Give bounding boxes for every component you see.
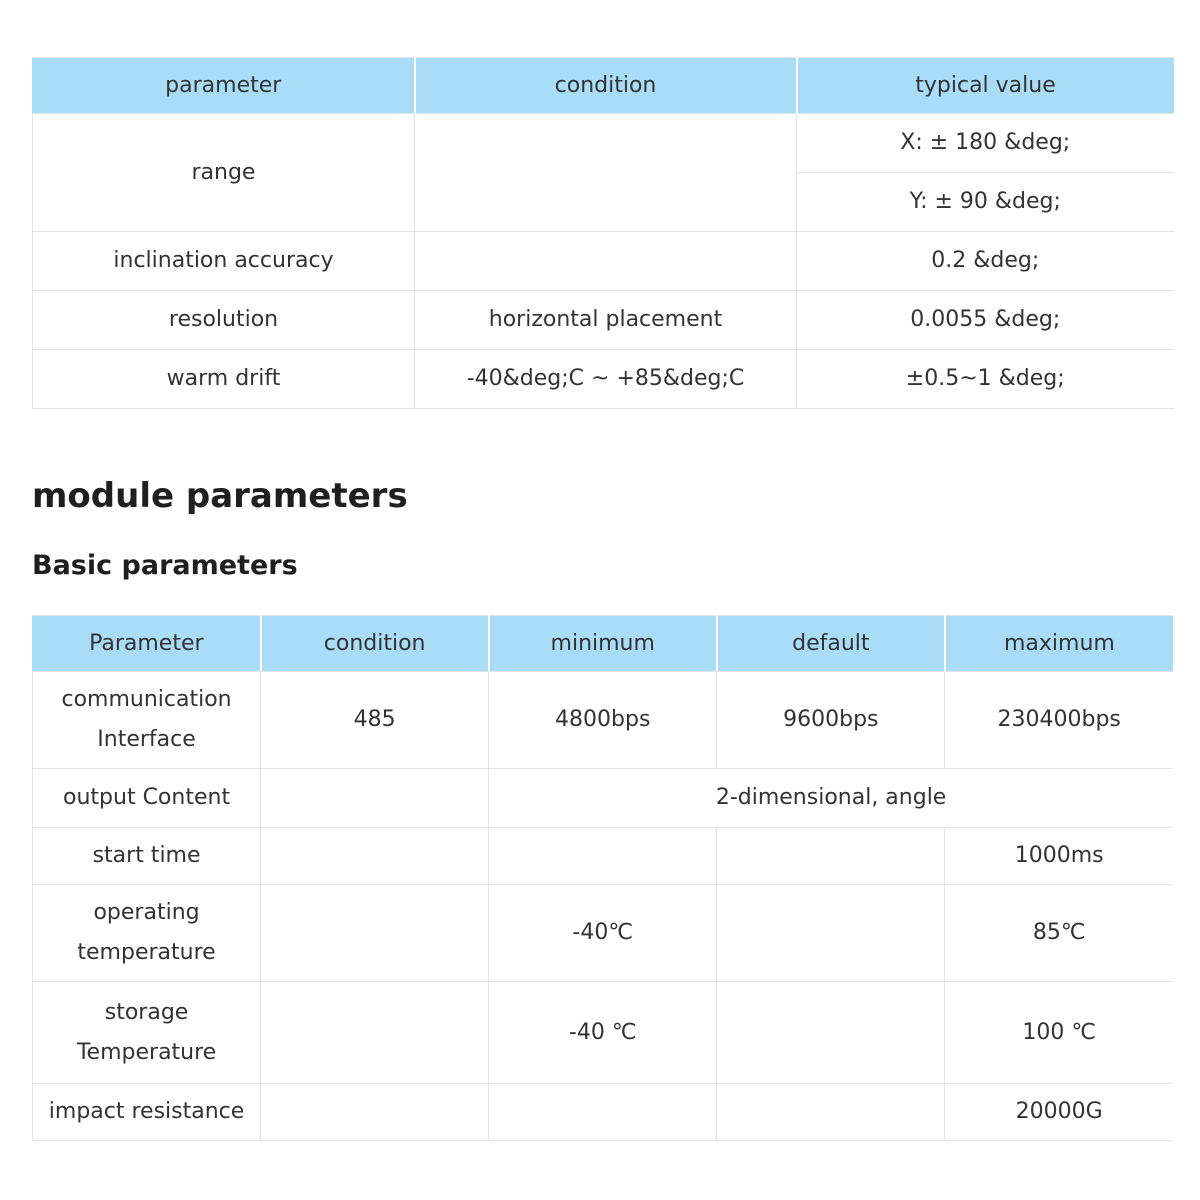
communication-label-line2: Interface <box>97 727 196 752</box>
start-time-label: start time <box>33 828 261 885</box>
inclination-accuracy-condition <box>415 232 797 291</box>
communication-condition: 485 <box>261 672 489 769</box>
range-x-value: X: ± 180 &deg; <box>797 114 1174 173</box>
table-row <box>33 350 1174 409</box>
operating-default <box>717 885 945 982</box>
header-condition: condition <box>415 58 797 114</box>
communication-default: 9600bps <box>717 672 945 769</box>
header-parameter: parameter <box>33 58 415 114</box>
output-content-label: output Content <box>33 769 261 828</box>
start-time-default <box>717 828 945 885</box>
impact-resistance-label: impact resistance <box>33 1084 261 1141</box>
warm-drift-value: ±0.5~1 &deg; <box>797 350 1174 409</box>
range-condition <box>415 114 797 232</box>
operating-minimum: -40℃ <box>489 885 717 982</box>
start-time-condition <box>261 828 489 885</box>
resolution-condition: horizontal placement <box>415 291 797 350</box>
table-header-row <box>33 58 1174 114</box>
impact-minimum <box>489 1084 717 1141</box>
table-row <box>33 828 1174 885</box>
storage-maximum: 100 ℃ <box>945 982 1173 1084</box>
output-content-condition <box>261 769 489 828</box>
table-row <box>33 769 1174 828</box>
header-condition: condition <box>261 616 489 672</box>
communication-interface-label <box>33 672 261 769</box>
operating-maximum: 85℃ <box>945 885 1173 982</box>
storage-label-line1: storage <box>104 999 189 1025</box>
header-maximum: maximum <box>945 616 1173 672</box>
module-basic-parameters-table <box>32 615 1173 1141</box>
table-row <box>33 982 1174 1084</box>
storage-default <box>717 982 945 1084</box>
operating-temperature-label <box>33 885 261 982</box>
table-row <box>33 1084 1174 1141</box>
table-row <box>33 291 1174 350</box>
range-label: range <box>33 114 415 232</box>
basic-parameters-heading: Basic parameters <box>32 550 298 581</box>
start-time-minimum <box>489 828 717 885</box>
communication-label-line1: communication <box>61 687 232 712</box>
table-row <box>33 232 1174 291</box>
storage-condition <box>261 982 489 1084</box>
header-parameter: Parameter <box>33 616 261 672</box>
warm-drift-condition: -40&deg;C ~ +85&deg;C <box>415 350 797 409</box>
output-content-value: 2-dimensional, angle <box>489 769 1173 828</box>
operating-label-line1: operating <box>93 900 200 925</box>
table-row <box>33 672 1174 769</box>
inclination-accuracy-label: inclination accuracy <box>33 232 415 291</box>
start-time-maximum: 1000ms <box>945 828 1173 885</box>
range-y-value: Y: ± 90 &deg; <box>797 173 1174 232</box>
header-minimum: minimum <box>489 616 717 672</box>
sensor-specs-table <box>32 57 1174 409</box>
impact-condition <box>261 1084 489 1141</box>
resolution-label: resolution <box>33 291 415 350</box>
warm-drift-label: warm drift <box>33 350 415 409</box>
communication-minimum: 4800bps <box>489 672 717 769</box>
table-row <box>33 114 1174 173</box>
storage-temperature-label <box>33 982 261 1084</box>
operating-label-line2: temperature <box>77 940 216 965</box>
table-header-row <box>33 616 1174 672</box>
header-typical-value: typical value <box>797 58 1174 114</box>
operating-condition <box>261 885 489 982</box>
module-parameters-heading: module parameters <box>32 476 408 516</box>
inclination-accuracy-value: 0.2 &deg; <box>797 232 1174 291</box>
impact-maximum: 20000G <box>945 1084 1173 1141</box>
storage-minimum: -40 ℃ <box>489 982 717 1084</box>
resolution-value: 0.0055 &deg; <box>797 291 1174 350</box>
impact-default <box>717 1084 945 1141</box>
storage-label-line2: Temperature <box>76 1039 217 1065</box>
communication-maximum: 230400bps <box>945 672 1173 769</box>
table-row <box>33 885 1174 982</box>
header-default: default <box>717 616 945 672</box>
